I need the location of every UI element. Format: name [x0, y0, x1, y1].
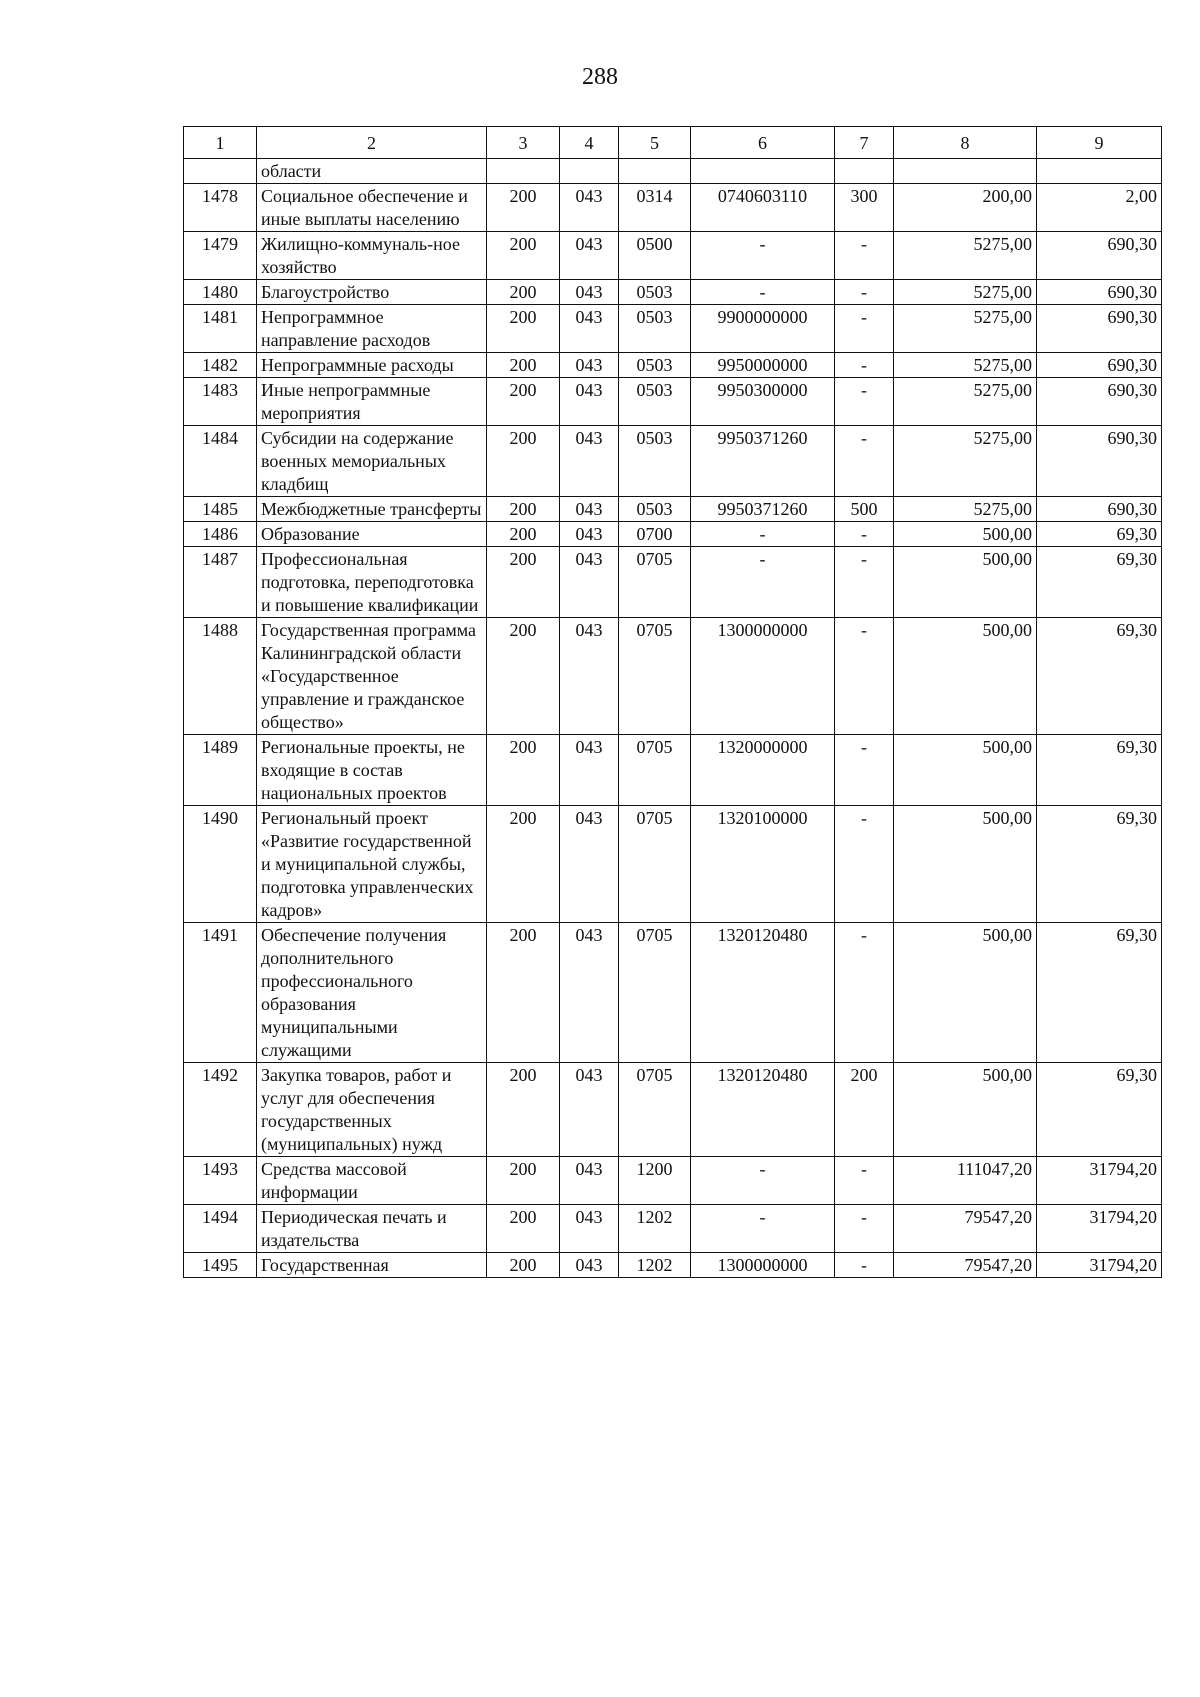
amount-col9: [1037, 159, 1162, 184]
code-col3: 200: [487, 1205, 560, 1253]
expense-type: -: [835, 547, 894, 618]
amount-col9: 690,30: [1037, 426, 1162, 497]
amount-col8: 500,00: [894, 1063, 1037, 1157]
row-number: 1482: [184, 353, 257, 378]
amount-col9: 690,30: [1037, 378, 1162, 426]
target-article: 9900000000: [691, 305, 835, 353]
header-row: [184, 127, 1162, 159]
section-code: 0705: [619, 735, 691, 806]
row-number: 1485: [184, 497, 257, 522]
code-col4: 043: [560, 232, 619, 280]
target-article: -: [691, 522, 835, 547]
expense-type: -: [835, 735, 894, 806]
code-col3: 200: [487, 1253, 560, 1278]
amount-col9: 69,30: [1037, 547, 1162, 618]
row-number: 1484: [184, 426, 257, 497]
amount-col8: 500,00: [894, 806, 1037, 923]
item-name: Субсидии на содержание военных мемориальных кладбищ: [257, 426, 487, 497]
amount-col9: 69,30: [1037, 806, 1162, 923]
amount-col8: 5275,00: [894, 426, 1037, 497]
amount-col9: 69,30: [1037, 618, 1162, 735]
table-row: [184, 618, 1162, 735]
section-code: 0503: [619, 497, 691, 522]
column-header: 7: [835, 127, 894, 159]
item-name: Профессиональная подготовка, переподготовка и повышение квалификации: [257, 547, 487, 618]
code-col4: 043: [560, 1253, 619, 1278]
code-col4: 043: [560, 522, 619, 547]
expense-type: 200: [835, 1063, 894, 1157]
item-name: Межбюджетные трансферты: [257, 497, 487, 522]
target-article: 9950371260: [691, 497, 835, 522]
table-row: [184, 547, 1162, 618]
item-name: Государственная программа Калининградской области «Государственное управление и гражданское общество»: [257, 618, 487, 735]
code-col4: 043: [560, 184, 619, 232]
item-name: Закупка товаров, работ и услуг для обеспечения государственных (муниципальных) нужд: [257, 1063, 487, 1157]
expense-type: 300: [835, 184, 894, 232]
row-number: 1478: [184, 184, 257, 232]
section-code: 0705: [619, 923, 691, 1063]
code-col4: 043: [560, 1157, 619, 1205]
section-code: 1200: [619, 1157, 691, 1205]
row-number: 1490: [184, 806, 257, 923]
expense-type: -: [835, 378, 894, 426]
column-header: 6: [691, 127, 835, 159]
code-col3: 200: [487, 806, 560, 923]
target-article: 1320120480: [691, 1063, 835, 1157]
row-number: 1483: [184, 378, 257, 426]
target-article: 9950000000: [691, 353, 835, 378]
column-header: 4: [560, 127, 619, 159]
item-name: области: [257, 159, 487, 184]
amount-col8: 500,00: [894, 923, 1037, 1063]
table-row: [184, 497, 1162, 522]
code-col3: 200: [487, 547, 560, 618]
target-article: 1320120480: [691, 923, 835, 1063]
section-code: 0500: [619, 232, 691, 280]
section-code: 0503: [619, 305, 691, 353]
column-header: 3: [487, 127, 560, 159]
budget-table: [183, 126, 1162, 1278]
target-article: -: [691, 232, 835, 280]
section-code: 1202: [619, 1253, 691, 1278]
section-code: 0503: [619, 378, 691, 426]
row-number: 1492: [184, 1063, 257, 1157]
expense-type: -: [835, 232, 894, 280]
code-col4: 043: [560, 923, 619, 1063]
expense-type: -: [835, 1253, 894, 1278]
code-col4: 043: [560, 426, 619, 497]
code-col4: 043: [560, 1063, 619, 1157]
code-col4: [560, 159, 619, 184]
expense-type: -: [835, 426, 894, 497]
item-name: Обеспечение получения дополнительного профессионального образования муниципальными служащими: [257, 923, 487, 1063]
table-row: [184, 159, 1162, 184]
amount-col9: 690,30: [1037, 305, 1162, 353]
code-col4: 043: [560, 305, 619, 353]
target-article: [691, 159, 835, 184]
code-col3: 200: [487, 378, 560, 426]
row-number: 1494: [184, 1205, 257, 1253]
code-col4: 043: [560, 618, 619, 735]
amount-col9: 31794,20: [1037, 1253, 1162, 1278]
code-col4: 043: [560, 353, 619, 378]
amount-col9: 2,00: [1037, 184, 1162, 232]
page-number: 288: [582, 64, 618, 90]
expense-type: [835, 159, 894, 184]
code-col3: 200: [487, 522, 560, 547]
amount-col9: 69,30: [1037, 735, 1162, 806]
amount-col9: 69,30: [1037, 1063, 1162, 1157]
table-row: [184, 378, 1162, 426]
table-row: [184, 1063, 1162, 1157]
table-row: [184, 735, 1162, 806]
item-name: Региональный проект «Развитие государственной и муниципальной службы, подготовка управленческих кадров»: [257, 806, 487, 923]
section-code: 0705: [619, 618, 691, 735]
section-code: 0503: [619, 280, 691, 305]
column-header: 5: [619, 127, 691, 159]
amount-col9: 690,30: [1037, 497, 1162, 522]
amount-col8: 5275,00: [894, 353, 1037, 378]
amount-col9: 690,30: [1037, 232, 1162, 280]
row-number: 1481: [184, 305, 257, 353]
code-col4: 043: [560, 280, 619, 305]
expense-type: -: [835, 280, 894, 305]
amount-col9: 69,30: [1037, 522, 1162, 547]
section-code: [619, 159, 691, 184]
target-article: 0740603110: [691, 184, 835, 232]
target-article: -: [691, 280, 835, 305]
target-article: -: [691, 547, 835, 618]
section-code: 0705: [619, 547, 691, 618]
amount-col8: 5275,00: [894, 497, 1037, 522]
expense-type: -: [835, 353, 894, 378]
amount-col8: 79547,20: [894, 1205, 1037, 1253]
section-code: 0314: [619, 184, 691, 232]
section-code: 1202: [619, 1205, 691, 1253]
table-row: [184, 923, 1162, 1063]
row-number: 1489: [184, 735, 257, 806]
code-col3: 200: [487, 618, 560, 735]
item-name: Образование: [257, 522, 487, 547]
amount-col8: 200,00: [894, 184, 1037, 232]
code-col4: 043: [560, 497, 619, 522]
target-article: 1300000000: [691, 618, 835, 735]
amount-col8: 500,00: [894, 522, 1037, 547]
target-article: 9950300000: [691, 378, 835, 426]
code-col4: 043: [560, 806, 619, 923]
code-col3: 200: [487, 497, 560, 522]
item-name: Региональные проекты, не входящие в состав национальных проектов: [257, 735, 487, 806]
code-col3: 200: [487, 735, 560, 806]
table-row: [184, 806, 1162, 923]
row-number: 1488: [184, 618, 257, 735]
expense-type: -: [835, 522, 894, 547]
target-article: 1300000000: [691, 1253, 835, 1278]
amount-col8: 111047,20: [894, 1157, 1037, 1205]
amount-col8: 500,00: [894, 735, 1037, 806]
item-name: Иные непрограммные мероприятия: [257, 378, 487, 426]
amount-col8: 5275,00: [894, 305, 1037, 353]
target-article: -: [691, 1205, 835, 1253]
expense-type: -: [835, 305, 894, 353]
expense-type: -: [835, 923, 894, 1063]
target-article: 1320000000: [691, 735, 835, 806]
code-col3: 200: [487, 426, 560, 497]
row-number: 1487: [184, 547, 257, 618]
item-name: Жилищно-коммуналь-ное хозяйство: [257, 232, 487, 280]
code-col3: 200: [487, 232, 560, 280]
amount-col9: 69,30: [1037, 923, 1162, 1063]
table-row: [184, 1157, 1162, 1205]
amount-col8: 5275,00: [894, 280, 1037, 305]
section-code: 0503: [619, 426, 691, 497]
section-code: 0705: [619, 1063, 691, 1157]
table-row: [184, 232, 1162, 280]
amount-col8: 500,00: [894, 618, 1037, 735]
item-name: Социальное обеспечение и иные выплаты населению: [257, 184, 487, 232]
row-number: 1486: [184, 522, 257, 547]
row-number: 1493: [184, 1157, 257, 1205]
expense-type: -: [835, 1205, 894, 1253]
column-header: 1: [184, 127, 257, 159]
amount-col8: 5275,00: [894, 378, 1037, 426]
item-name: Благоустройство: [257, 280, 487, 305]
row-number: 1491: [184, 923, 257, 1063]
code-col3: 200: [487, 1063, 560, 1157]
row-number: 1480: [184, 280, 257, 305]
code-col3: 200: [487, 305, 560, 353]
column-header: 2: [257, 127, 487, 159]
section-code: 0700: [619, 522, 691, 547]
item-name: Государственная: [257, 1253, 487, 1278]
table-row: [184, 522, 1162, 547]
item-name: Непрограммное направление расходов: [257, 305, 487, 353]
item-name: Непрограммные расходы: [257, 353, 487, 378]
code-col3: [487, 159, 560, 184]
amount-col8: 500,00: [894, 547, 1037, 618]
row-number: 1495: [184, 1253, 257, 1278]
expense-type: 500: [835, 497, 894, 522]
table-row: [184, 305, 1162, 353]
table-row: [184, 1205, 1162, 1253]
section-code: 0503: [619, 353, 691, 378]
item-name: Средства массовой информации: [257, 1157, 487, 1205]
amount-col8: 5275,00: [894, 232, 1037, 280]
amount-col9: 31794,20: [1037, 1205, 1162, 1253]
code-col4: 043: [560, 1205, 619, 1253]
expense-type: -: [835, 618, 894, 735]
amount-col9: 31794,20: [1037, 1157, 1162, 1205]
item-name: Периодическая печать и издательства: [257, 1205, 487, 1253]
column-header: 8: [894, 127, 1037, 159]
amount-col9: 690,30: [1037, 353, 1162, 378]
row-number: 1479: [184, 232, 257, 280]
amount-col8: [894, 159, 1037, 184]
code-col3: 200: [487, 280, 560, 305]
expense-type: -: [835, 806, 894, 923]
code-col3: 200: [487, 923, 560, 1063]
target-article: 9950371260: [691, 426, 835, 497]
amount-col9: 690,30: [1037, 280, 1162, 305]
row-number: [184, 159, 257, 184]
code-col4: 043: [560, 547, 619, 618]
table-row: [184, 426, 1162, 497]
target-article: -: [691, 1157, 835, 1205]
code-col3: 200: [487, 184, 560, 232]
code-col3: 200: [487, 353, 560, 378]
table-row: [184, 353, 1162, 378]
section-code: 0705: [619, 806, 691, 923]
table-row: [184, 280, 1162, 305]
table-row: [184, 1253, 1162, 1278]
table-row: [184, 184, 1162, 232]
target-article: 1320100000: [691, 806, 835, 923]
code-col4: 043: [560, 735, 619, 806]
code-col4: 043: [560, 378, 619, 426]
amount-col8: 79547,20: [894, 1253, 1037, 1278]
column-header: 9: [1037, 127, 1162, 159]
expense-type: -: [835, 1157, 894, 1205]
code-col3: 200: [487, 1157, 560, 1205]
